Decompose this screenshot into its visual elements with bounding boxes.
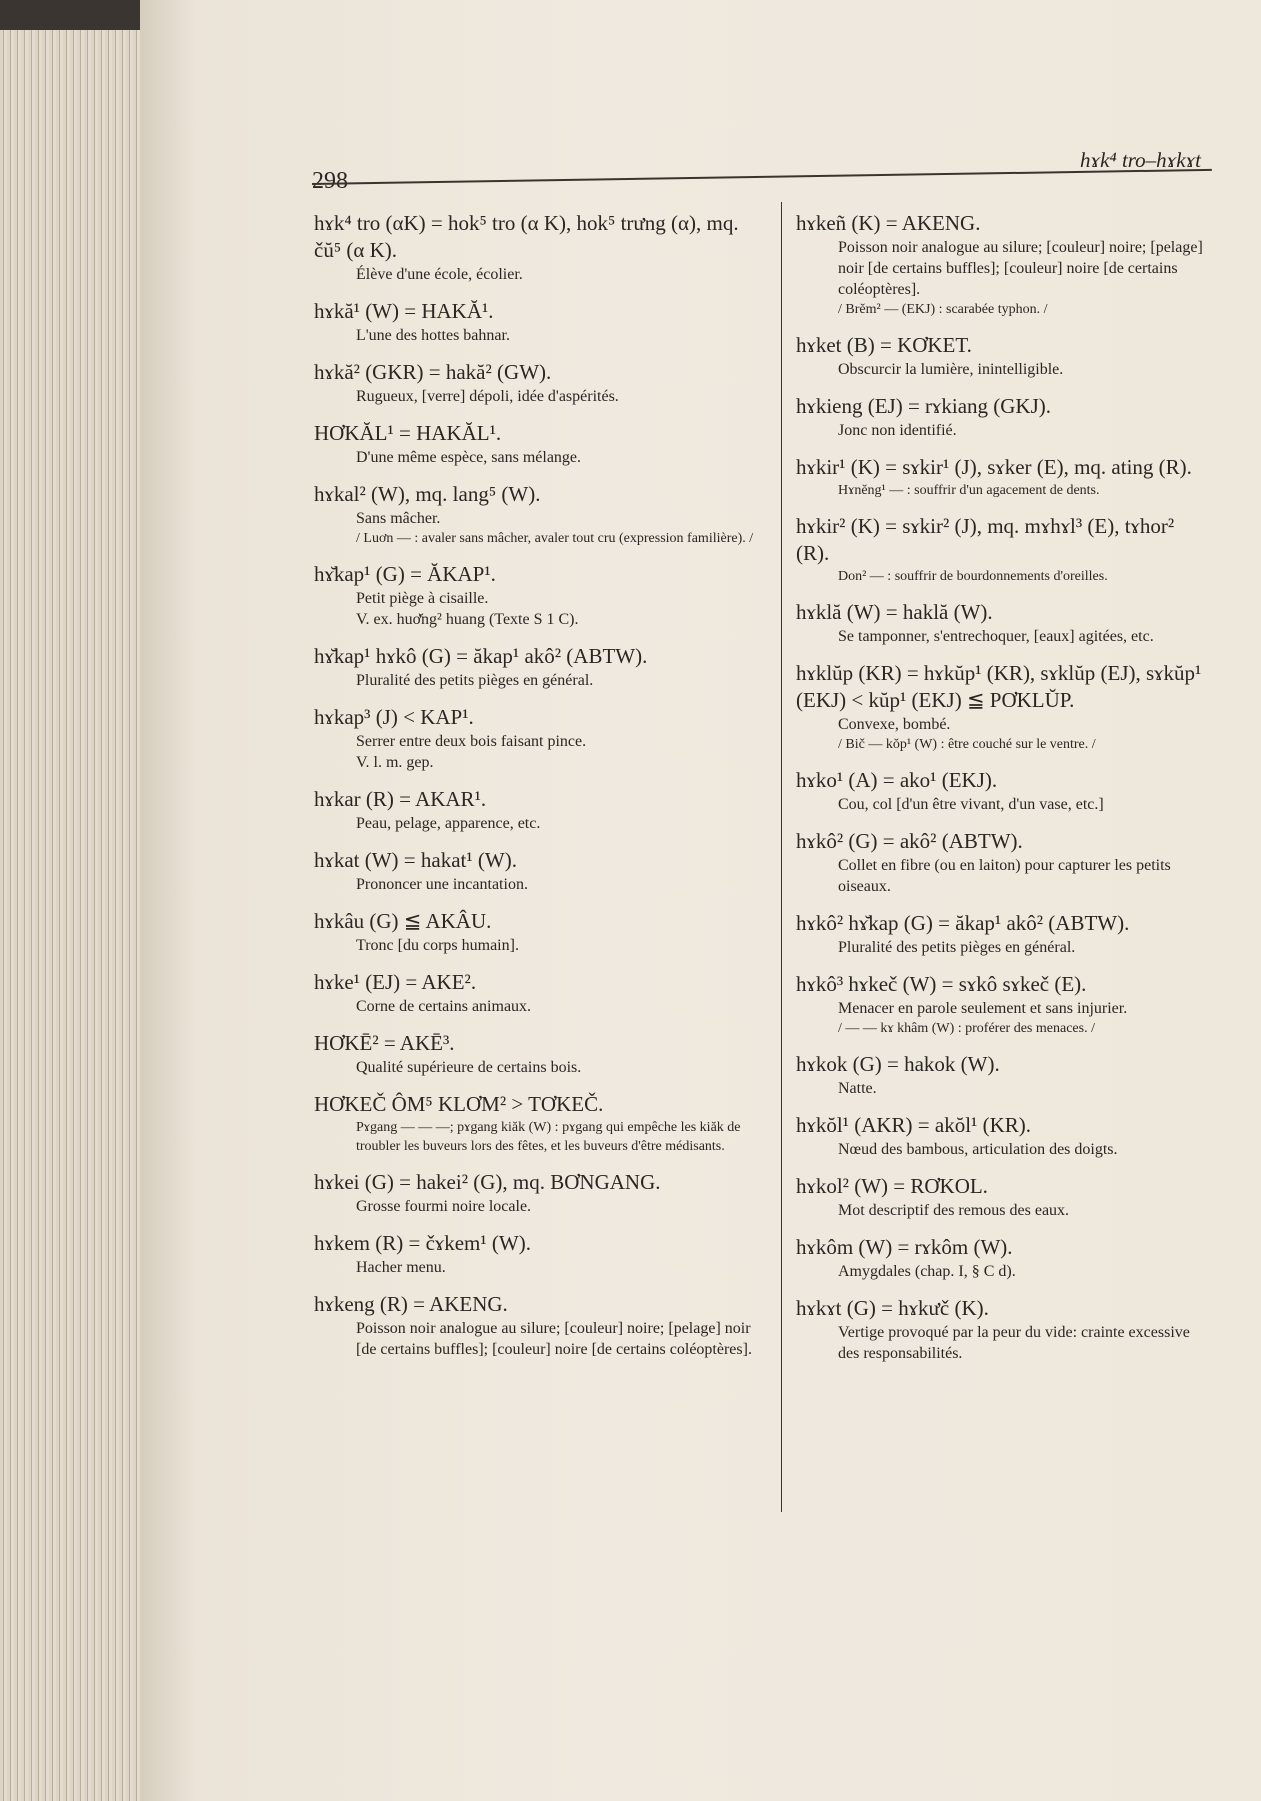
- entry-definition: Serrer entre deux bois faisant pince.: [356, 733, 587, 750]
- entry-headword: hɤkâu (G) ≦ AKÂU.: [314, 909, 492, 933]
- entry-headword: hɤkem (R) = čɤkem¹ (W).: [314, 1231, 531, 1255]
- entry-definition: Nœud des bambous, articulation des doigts.: [838, 1141, 1118, 1158]
- entry-headword: hɤko¹ (A) = ako¹ (EKJ).: [796, 768, 998, 792]
- entry-headword: hɤkir¹ (K) = sɤkir¹ (J), sɤker (E), mq. ating (R).: [796, 455, 1192, 479]
- entry-headword: hɤkar (R) = AKAR¹.: [314, 787, 487, 811]
- entry-example: / Luơn — : avaler sans mâcher, avaler tout cru (expression familière). /: [356, 531, 754, 546]
- entry-headword: hɤkir² (K) = sɤkir² (J), mq. mɤhɤl³ (E), tɤhor² (R).: [796, 514, 1175, 565]
- entry-definition: Mot descriptif des remous des eaux.: [838, 1202, 1070, 1219]
- entry-definition: Rugueux, [verre] dépoli, idée d'aspérités.: [356, 388, 619, 405]
- dictionary-entry: [314, 1030, 766, 1078]
- entry-headword: hɤkeñ (K) = AKENG.: [796, 211, 981, 235]
- entry-definition: L'une des hottes bahnar.: [356, 327, 510, 344]
- entry-headword: hɤkŏl¹ (AKR) = akŏl¹ (KR).: [796, 1113, 1031, 1137]
- entry-definition: Collet en fibre (ou en laiton) pour capturer les petits oiseaux.: [838, 857, 1171, 895]
- entry-definition: Corne de certains animaux.: [356, 998, 532, 1015]
- running-head: hɤk⁴ tro–hɤkɤt: [1080, 148, 1202, 172]
- entry-definition: V. l. m. gep.: [356, 754, 434, 771]
- dictionary-entry: [314, 1169, 766, 1217]
- entry-definition: Pluralité des petits pièges en général.: [838, 939, 1076, 956]
- dictionary-entry: [796, 767, 1211, 815]
- dictionary-entry: [314, 420, 766, 468]
- right-column: [796, 210, 1211, 1377]
- dictionary-entry: [796, 454, 1211, 500]
- entry-definition: Pluralité des petits pièges en général.: [356, 672, 594, 689]
- entry-headword: hɤkieng (EJ) = rɤkiang (GKJ).: [796, 394, 1052, 418]
- entry-definition: Se tamponner, s'entrechoquer, [eaux] agitées, etc.: [838, 628, 1154, 645]
- entry-definition: Petit piège à cisaille.: [356, 590, 489, 607]
- entry-example: / — — kɤ khâm (W) : proférer des menaces. /: [838, 1021, 1095, 1036]
- entry-example: / Bič — kŏp¹ (W) : être couché sur le ventre. /: [838, 737, 1096, 752]
- entry-definition: Cou, col [d'un être vivant, d'un vase, etc.]: [838, 796, 1104, 813]
- dictionary-entry: [796, 1173, 1211, 1221]
- entry-definition: Jonc non identifié.: [838, 422, 957, 439]
- entry-definition: Obscurcir la lumière, inintelligible.: [838, 361, 1064, 378]
- dictionary-entry: [796, 393, 1211, 441]
- dictionary-entry: [314, 481, 766, 548]
- entry-definition: Convexe, bombé.: [838, 716, 951, 733]
- entry-headword: hɤkɤt (G) = hɤkưč (K).: [796, 1296, 989, 1320]
- dictionary-entry: [796, 828, 1211, 897]
- dictionary-entry: [796, 513, 1211, 586]
- entry-definition: Poisson noir analogue au silure; [couleur] noire; [pelage] noir [de certains buffles]; [couleur] noire [de certains coléoptères].: [356, 1320, 752, 1358]
- book-page: [140, 0, 1261, 1801]
- dictionary-entry: [314, 643, 766, 691]
- entry-example: Pɤgang — — —; pɤgang kiăk (W) : pɤgang qui empêche les kiăk de troubler les buveurs lors des fêtes, et les buveurs d'être médisants.: [356, 1120, 741, 1154]
- entry-definition: D'une même espèce, sans mélange.: [356, 449, 582, 466]
- dictionary-entry: [314, 210, 766, 285]
- entry-headword: hɤkeng (R) = AKENG.: [314, 1292, 508, 1316]
- left-column: [314, 210, 766, 1373]
- dictionary-entry: [314, 1091, 766, 1156]
- entry-headword: hɤkok (G) = hakok (W).: [796, 1052, 1000, 1076]
- entry-definition: Élève d'une école, écolier.: [356, 266, 523, 283]
- dictionary-entry: [796, 332, 1211, 380]
- entry-headword: hɤk⁴ tro (αK) = hok⁵ tro (α K), hok⁵ trưng (α), mq. čŭ⁵ (α K).: [314, 211, 739, 262]
- dictionary-entry: [314, 847, 766, 895]
- dictionary-entry: [314, 1291, 766, 1360]
- dictionary-entry: [314, 969, 766, 1017]
- entry-definition: Hacher menu.: [356, 1259, 446, 1276]
- entry-definition: Poisson noir analogue au silure; [couleur] noire; [pelage] noir [de certains buffles]; [couleur] noire [de certains coléoptères].: [838, 239, 1203, 298]
- entry-definition: Prononcer une incantation.: [356, 876, 528, 893]
- entry-definition: Qualité supérieure de certains bois.: [356, 1059, 582, 1076]
- entry-headword: hɤket (B) = KƠKET.: [796, 333, 972, 357]
- dictionary-entry: [796, 971, 1211, 1038]
- entry-headword: HƠKĒ² = AKĒ³.: [314, 1031, 455, 1055]
- entry-headword: hɤkă² (GKR) = hakă² (GW).: [314, 360, 552, 384]
- column-divider: [781, 202, 782, 1512]
- entry-example: / Brĕm² — (EKJ) : scarabée typhon. /: [838, 302, 1048, 317]
- entry-definition: Amygdales (chap. I, § C d).: [838, 1263, 1016, 1280]
- dictionary-entry: [796, 599, 1211, 647]
- entry-headword: hɤkal² (W), mq. lang⁵ (W).: [314, 482, 541, 506]
- entry-definition: Grosse fourmi noire locale.: [356, 1198, 532, 1215]
- dictionary-entry: [796, 210, 1211, 319]
- entry-headword: HƠKĂL¹ = HAKĂL¹.: [314, 421, 502, 445]
- entry-headword: hɤkô² hɤ̆kap (G) = ăkap¹ akô² (ABTW).: [796, 911, 1130, 935]
- entry-headword: hɤkei (G) = hakei² (G), mq. BƠNGANG.: [314, 1170, 661, 1194]
- entry-definition: Peau, pelage, apparence, etc.: [356, 815, 541, 832]
- entry-headword: hɤkat (W) = hakat¹ (W).: [314, 848, 517, 872]
- entry-headword: hɤkă¹ (W) = HAKĂ¹.: [314, 299, 494, 323]
- entry-definition: Menacer en parole seulement et sans injurier.: [838, 1000, 1128, 1017]
- entry-headword: hɤklă (W) = haklă (W).: [796, 600, 993, 624]
- page-number: 298: [312, 168, 348, 194]
- entry-headword: hɤke¹ (EJ) = AKE².: [314, 970, 477, 994]
- entry-definition: Tronc [du corps humain].: [356, 937, 519, 954]
- entry-headword: hɤkol² (W) = RƠKOL.: [796, 1174, 988, 1198]
- entry-headword: hɤkô³ hɤkeč (W) = sɤkô sɤkeč (E).: [796, 972, 1087, 996]
- entry-example: Hɤnĕng¹ — : souffrir d'un agacement de dents.: [838, 483, 1100, 498]
- dictionary-entry: [796, 1234, 1211, 1282]
- dictionary-entry: [314, 359, 766, 407]
- entry-headword: hɤkô² (G) = akô² (ABTW).: [796, 829, 1023, 853]
- page-stack-edge: [0, 30, 150, 1801]
- entry-headword: hɤkap³ (J) < KAP¹.: [314, 705, 474, 729]
- dictionary-entry: [796, 1295, 1211, 1364]
- entry-headword: hɤ̆kap¹ hɤkô (G) = ăkap¹ akô² (ABTW).: [314, 644, 648, 668]
- entry-definition: V. ex. huơ̆ng² huang (Texte S 1 C).: [356, 611, 579, 628]
- dictionary-entry: [314, 786, 766, 834]
- entry-headword: hɤ̆kap¹ (G) = ĂKAP¹.: [314, 562, 496, 586]
- entry-definition: Sans mâcher.: [356, 510, 441, 527]
- entry-headword: HƠKEČ ÔM⁵ KLƠM² > TƠKEČ.: [314, 1092, 604, 1116]
- dictionary-entry: [314, 1230, 766, 1278]
- entry-example: Don² — : souffrir de bourdonnements d'oreilles.: [838, 569, 1108, 584]
- dictionary-entry: [314, 908, 766, 956]
- dictionary-entry: [796, 1051, 1211, 1099]
- entry-headword: hɤklŭp (KR) = hɤkŭp¹ (KR), sɤklŭp (EJ), sɤkŭp¹ (EKJ) < kŭp¹ (EKJ) ≦ PƠKLŬP.: [796, 661, 1202, 712]
- dictionary-entry: [314, 298, 766, 346]
- dictionary-entry: [314, 704, 766, 773]
- dictionary-entry: [796, 910, 1211, 958]
- dictionary-entry: [796, 660, 1211, 754]
- entry-headword: hɤkôm (W) = rɤkôm (W).: [796, 1235, 1013, 1259]
- dictionary-entry: [314, 561, 766, 630]
- entry-definition: Natte.: [838, 1080, 877, 1097]
- entry-definition: Vertige provoqué par la peur du vide: crainte excessive des responsabilités.: [838, 1324, 1190, 1362]
- dictionary-entry: [796, 1112, 1211, 1160]
